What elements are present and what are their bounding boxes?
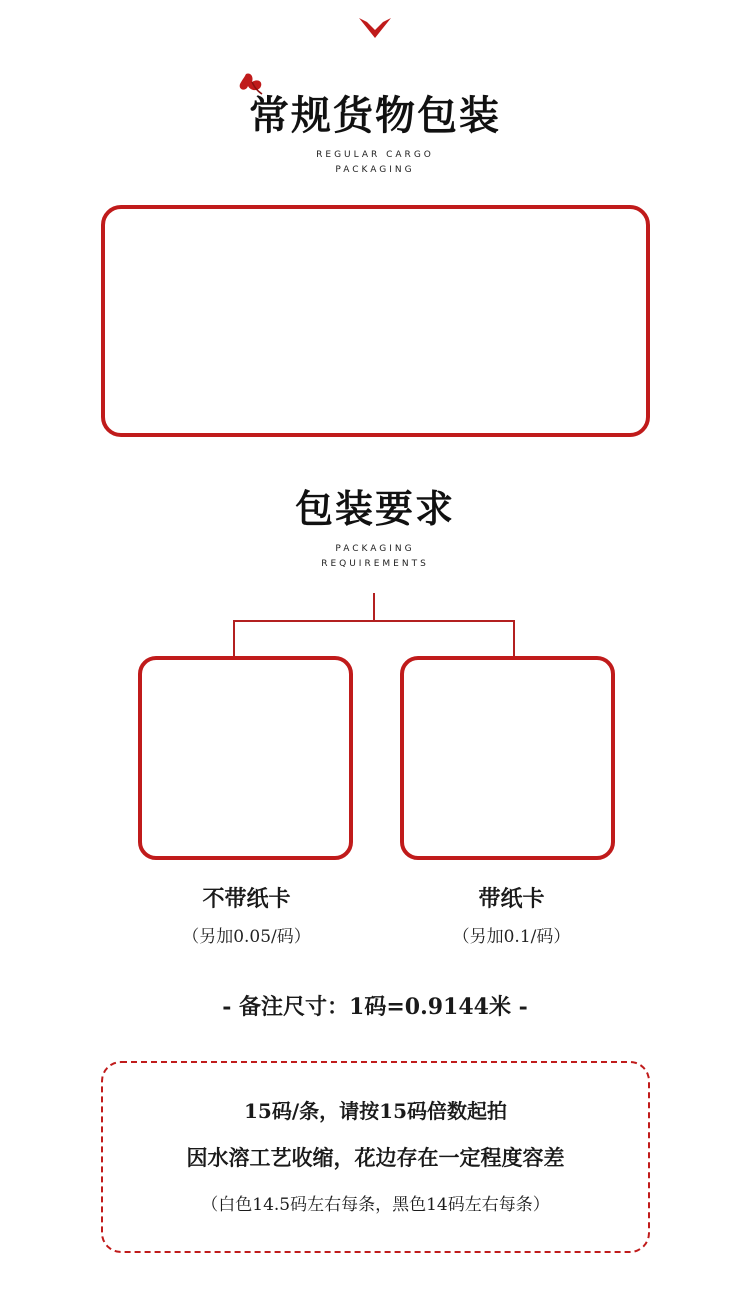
subtitle-line: REGULAR CARGO	[316, 150, 434, 160]
option-image-frame	[400, 656, 615, 860]
subtitle-line: PACKAGING	[335, 165, 415, 175]
option-price: （另加0.1/码）	[452, 927, 571, 947]
connector-line	[373, 593, 375, 622]
option-image-frame	[138, 656, 353, 860]
page-title: 常规货物包装	[249, 93, 501, 139]
subtitle-line: REQUIREMENTS	[321, 559, 429, 569]
info-line: 因水溶工艺收缩，花边存在一定程度容差	[186, 1145, 565, 1170]
chevron-down-icon	[359, 16, 391, 40]
size-note: - 备注尺寸：1码=0.9144米 -	[222, 994, 528, 1020]
section-title: 包装要求	[294, 487, 455, 531]
connector-line	[513, 620, 515, 657]
page-subtitle	[0, 148, 750, 178]
section-subtitle	[0, 542, 750, 572]
connector-line	[233, 620, 235, 657]
connector-line	[233, 620, 515, 622]
option-price: （另加0.05/码）	[182, 927, 311, 947]
info-line: （白色14.5码左右每条，黑色14码左右每条）	[201, 1195, 550, 1215]
packaging-image-frame	[101, 205, 650, 437]
info-line: 15码/条，请按15码倍数起拍	[244, 1099, 507, 1123]
option-name: 不带纸卡	[202, 886, 291, 912]
option-name: 带纸卡	[478, 886, 545, 912]
subtitle-line: PACKAGING	[335, 544, 415, 554]
